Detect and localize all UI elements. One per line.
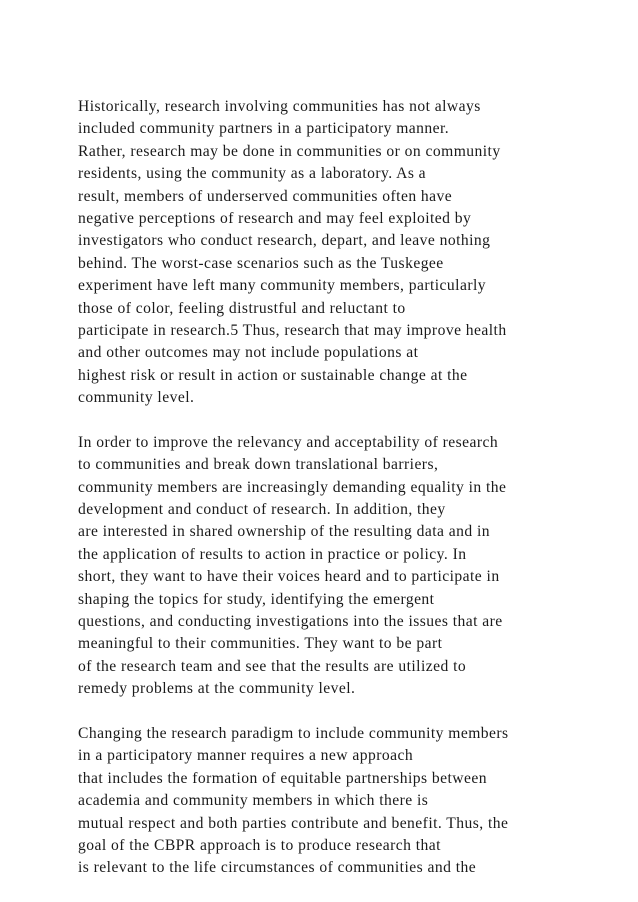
text-line: experiment have left many community members, particularly (78, 277, 487, 295)
text-line: is relevant to the life circumstances of communities and the (78, 859, 477, 877)
text-line: academia and community members in which there is (78, 792, 429, 810)
text-line: highest risk or result in action or sustainable change at the (78, 366, 468, 384)
text-line: Historically, research involving communities has not always (78, 98, 481, 115)
text-line: community level. (78, 389, 195, 407)
text-line: are interested in shared ownership of the resulting data and in (78, 523, 491, 541)
paragraph-1 (78, 96, 598, 409)
text-line: the application of results to action in practice or policy. In (78, 545, 467, 563)
document-body (78, 96, 598, 902)
text-line: and other outcomes may not include populations at (78, 344, 419, 362)
text-line: remedy problems at the community level. (78, 680, 356, 698)
text-line: Changing the research paradigm to include community members (78, 724, 509, 742)
text-line: of the research team and see that the results are utilized to (78, 657, 467, 675)
text-line: meaningful to their communities. They want to be part (78, 635, 443, 653)
paragraph-3 (78, 723, 598, 880)
text-line: short, they want to have their voices heard and to participate in (78, 568, 500, 586)
text-line: that includes the formation of equitable partnerships between (78, 769, 487, 787)
text-line: questions, and conducting investigations into the issues that are (78, 612, 503, 630)
text-line: Rather, research may be done in communities or on community (78, 142, 501, 160)
paragraph-2 (78, 432, 598, 701)
text-line: to communities and break down translational barriers, (78, 456, 439, 474)
text-line: participate in research.5 Thus, research that may improve health (78, 321, 507, 339)
text-line: investigators who conduct research, depart, and leave nothing (78, 232, 491, 250)
text-line: In order to improve the relevancy and acceptability of research (78, 433, 499, 451)
text-line: goal of the CBPR approach is to produce research that (78, 836, 441, 854)
text-line: included community partners in a participatory manner. (78, 120, 450, 138)
text-line: development and conduct of research. In addition, they (78, 501, 446, 519)
text-line: those of color, feeling distrustful and reluctant to (78, 299, 406, 317)
text-line: in a participatory manner requires a new approach (78, 747, 414, 765)
text-line: shaping the topics for study, identifying the emergent (78, 590, 435, 608)
text-line: residents, using the community as a laboratory. As a (78, 165, 427, 183)
text-line: community members are increasingly demanding equality in the (78, 478, 507, 496)
text-line: behind. The worst-case scenarios such as the Tuskegee (78, 254, 444, 272)
text-line: result, members of underserved communities often have (78, 187, 453, 205)
text-line: mutual respect and both parties contribute and benefit. Thus, the (78, 814, 509, 832)
text-line: negative perceptions of research and may feel exploited by (78, 209, 472, 227)
